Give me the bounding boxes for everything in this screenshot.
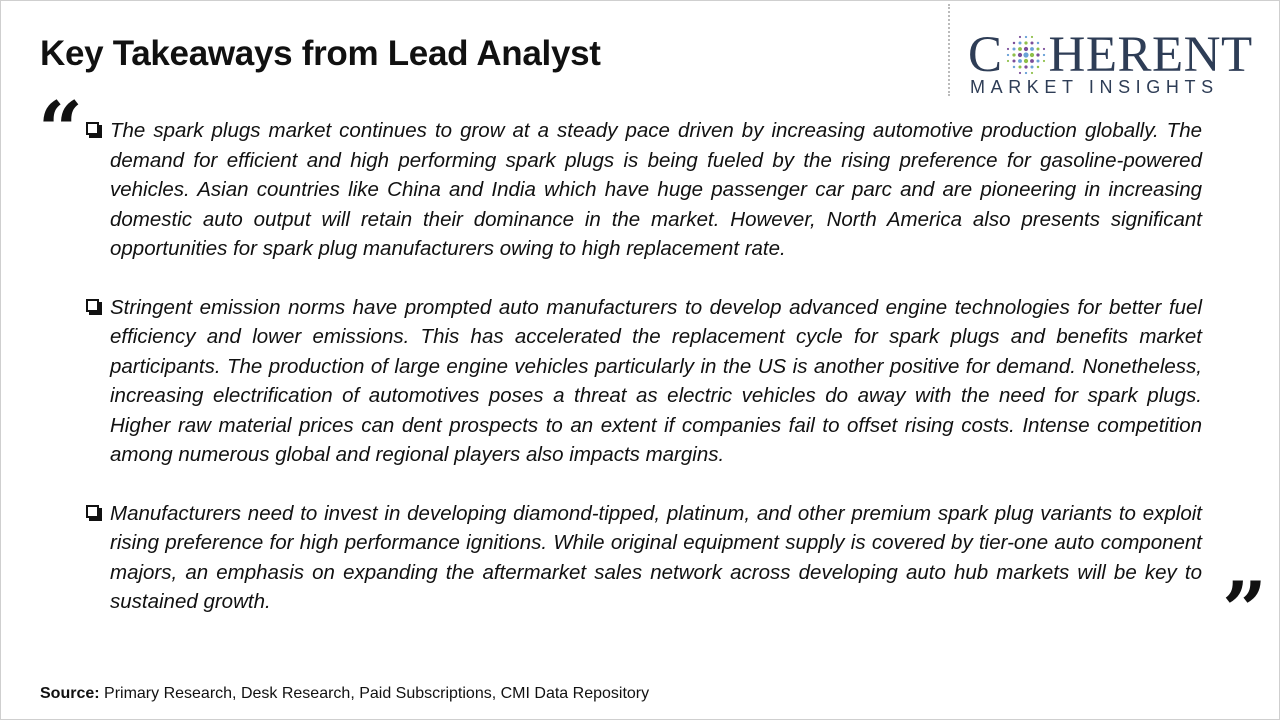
takeaway-text: Manufacturers need to invest in developing diamond-tipped, platinum, and other premium spark plug variants to exploit rising preference for high performance ignitions. While original equipment supply is covered by tier-one auto component majors, an emphasis on expanding the aftermarket sales network across developing auto hub markets will be key to sustained growth. bbox=[110, 501, 1202, 613]
company-logo bbox=[968, 27, 1260, 100]
source-text: Primary Research, Desk Research, Paid Subscriptions, CMI Data Repository bbox=[99, 685, 650, 702]
list-item bbox=[86, 293, 1202, 470]
checkbox-bullet-icon bbox=[86, 505, 99, 518]
list-item bbox=[86, 116, 1202, 264]
quote-open-icon: “ bbox=[38, 85, 83, 176]
quote-close-icon: ” bbox=[1222, 565, 1267, 656]
logo-wordmark bbox=[968, 27, 1253, 83]
page-title: Key Takeaways from Lead Analyst bbox=[40, 34, 601, 73]
logo-dot-icon bbox=[1004, 33, 1048, 77]
takeaway-text: Stringent emission norms have prompted auto manufacturers to develop advanced engine technologies for better fuel efficiency and lower emissions. This has accelerated the replacement cycle for spark plugs and benefits market participants. The production of large engine vehicles particularly in the US is another positive for demand. Nonetheless, increasing electrification of automotives poses a threat as electric vehicles do away with the need for spark plugs. Higher raw material prices can dent prospects to an extent if companies fail to offset rising costs. Intense competition among numerous global and regional players also impacts margins. bbox=[110, 295, 1202, 466]
takeaways-list bbox=[86, 116, 1202, 646]
takeaway-text: The spark plugs market continues to grow at a steady pace driven by increasing automotive production globally. The demand for efficient and high performing spark plugs is being fueled by the rising preference for gasoline-powered vehicles. Asian countries like China and India which have huge passenger car parc and are pioneering in increasing domestic auto output will retain their dominance in the market. However, North America also presents significant opportunities for spark plug manufacturers owing to high replacement rate. bbox=[110, 119, 1202, 260]
checkbox-bullet-icon bbox=[86, 122, 99, 135]
logo-letter-c: C bbox=[968, 27, 1003, 83]
source-note bbox=[40, 685, 649, 703]
source-label: Source: bbox=[40, 685, 100, 702]
list-item bbox=[86, 499, 1202, 617]
logo-tagline: MARKET INSIGHTS bbox=[970, 77, 1219, 97]
header-divider bbox=[948, 4, 950, 96]
checkbox-bullet-icon bbox=[86, 299, 99, 312]
logo-letters-rest: HERENT bbox=[1048, 27, 1253, 83]
